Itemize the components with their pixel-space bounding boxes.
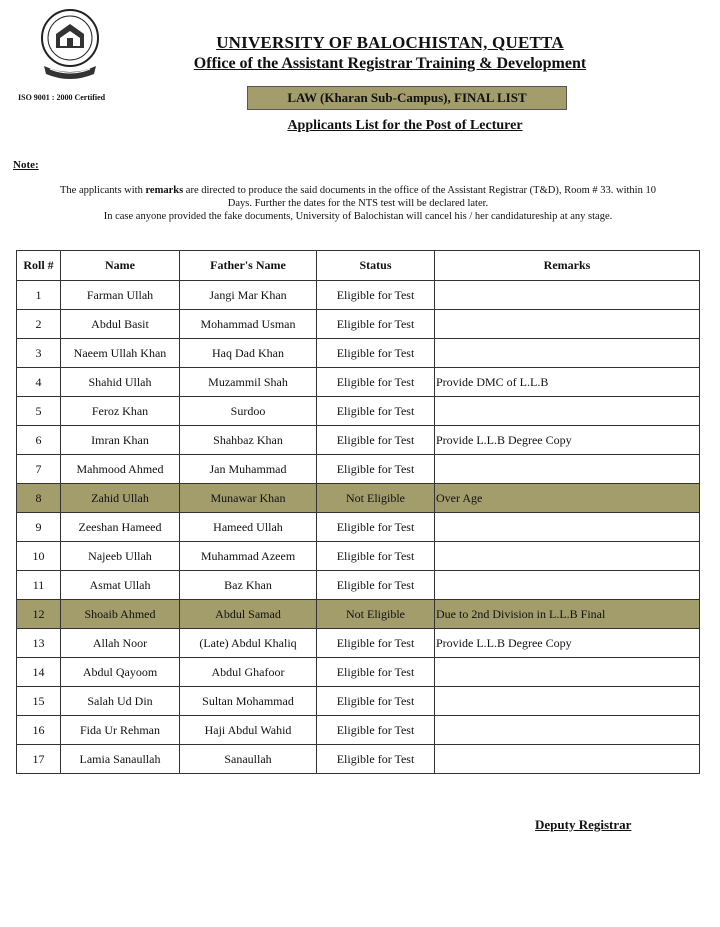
applicants-table <box>16 250 700 774</box>
cell-roll: 16 <box>17 716 61 745</box>
cell-roll: 13 <box>17 629 61 658</box>
cell-name: Fida Ur Rehman <box>61 716 180 745</box>
cell-name: Feroz Khan <box>61 397 180 426</box>
cell-status: Eligible for Test <box>317 687 435 716</box>
cell-name: Shoaib Ahmed <box>61 600 180 629</box>
table-row <box>17 687 700 716</box>
table-body <box>17 281 700 774</box>
table-row <box>17 368 700 397</box>
cell-remarks <box>435 281 700 310</box>
cell-father: Abdul Ghafoor <box>180 658 317 687</box>
table-row <box>17 658 700 687</box>
header-roll: Roll # <box>17 251 61 281</box>
cell-roll: 6 <box>17 426 61 455</box>
table-row <box>17 339 700 368</box>
header-remarks: Remarks <box>435 251 700 281</box>
cell-name: Abdul Qayoom <box>61 658 180 687</box>
cell-status: Eligible for Test <box>317 397 435 426</box>
cell-roll: 8 <box>17 484 61 513</box>
table-row <box>17 542 700 571</box>
cell-father: Jan Muhammad <box>180 455 317 484</box>
signature-deputy-registrar: Deputy Registrar <box>535 817 632 832</box>
cell-remarks: Provide DMC of L.L.B <box>435 368 700 397</box>
cell-name: Imran Khan <box>61 426 180 455</box>
table-row <box>17 397 700 426</box>
cell-remarks <box>435 513 700 542</box>
cell-name: Lamia Sanaullah <box>61 745 180 774</box>
cell-roll: 5 <box>17 397 61 426</box>
cell-name: Shahid Ullah <box>61 368 180 397</box>
cell-status: Eligible for Test <box>317 310 435 339</box>
header-status: Status <box>317 251 435 281</box>
cell-status: Eligible for Test <box>317 513 435 542</box>
table-row <box>17 745 700 774</box>
table-header-row <box>17 251 700 281</box>
cell-remarks: Due to 2nd Division in L.L.B Final <box>435 600 700 629</box>
cell-father: Baz Khan <box>180 571 317 600</box>
cell-name: Zahid Ullah <box>61 484 180 513</box>
university-logo-icon <box>38 8 102 84</box>
cell-roll: 9 <box>17 513 61 542</box>
cell-name: Asmat Ullah <box>61 571 180 600</box>
cell-name: Farman Ullah <box>61 281 180 310</box>
cell-father: Haji Abdul Wahid <box>180 716 317 745</box>
cell-roll: 12 <box>17 600 61 629</box>
cell-status: Eligible for Test <box>317 745 435 774</box>
cell-remarks <box>435 658 700 687</box>
cell-remarks <box>435 397 700 426</box>
table-row <box>17 484 700 513</box>
table-row <box>17 310 700 339</box>
cell-name: Allah Noor <box>61 629 180 658</box>
cell-remarks: Over Age <box>435 484 700 513</box>
cell-status: Eligible for Test <box>317 571 435 600</box>
cell-name: Abdul Basit <box>61 310 180 339</box>
cell-status: Eligible for Test <box>317 542 435 571</box>
office-title: Office of the Assistant Registrar Training & Development <box>193 55 587 72</box>
cell-roll: 7 <box>17 455 61 484</box>
table-row <box>17 629 700 658</box>
cell-status: Eligible for Test <box>317 281 435 310</box>
cell-roll: 14 <box>17 658 61 687</box>
cell-remarks <box>435 745 700 774</box>
note-line-3: In case anyone provided the fake documents, University of Balochistan will cancel his / her candidatureship at any stage. <box>103 211 613 222</box>
cell-status: Eligible for Test <box>317 426 435 455</box>
note-line-1 <box>18 184 698 197</box>
cell-father: Munawar Khan <box>180 484 317 513</box>
cell-father: Haq Dad Khan <box>180 339 317 368</box>
cell-name: Naeem Ullah Khan <box>61 339 180 368</box>
cell-roll: 3 <box>17 339 61 368</box>
cell-status: Not Eligible <box>317 484 435 513</box>
note-line-2: Days. Further the dates for the NTS test will be declared later. <box>227 198 489 209</box>
header-father: Father's Name <box>180 251 317 281</box>
cell-remarks <box>435 716 700 745</box>
cell-father: Shahbaz Khan <box>180 426 317 455</box>
cell-father: Muhammad Azeem <box>180 542 317 571</box>
cell-name: Zeeshan Hameed <box>61 513 180 542</box>
cell-remarks <box>435 339 700 368</box>
cell-father: Hameed Ullah <box>180 513 317 542</box>
note-line-1-bold: remarks <box>145 185 184 196</box>
cell-remarks <box>435 310 700 339</box>
cell-father: Surdoo <box>180 397 317 426</box>
cell-roll: 4 <box>17 368 61 397</box>
cell-remarks <box>435 571 700 600</box>
table-row <box>17 513 700 542</box>
cell-roll: 1 <box>17 281 61 310</box>
table-row <box>17 571 700 600</box>
note-line-1-pre: The applicants with <box>60 185 146 196</box>
cell-roll: 10 <box>17 542 61 571</box>
cell-name: Najeeb Ullah <box>61 542 180 571</box>
table-row <box>17 716 700 745</box>
cell-father: Jangi Mar Khan <box>180 281 317 310</box>
cell-father: Mohammad Usman <box>180 310 317 339</box>
cell-remarks: Provide L.L.B Degree Copy <box>435 426 700 455</box>
note-line-1-post: are directed to produce the said documents in the office of the Assistant Registrar (T&D), Room # 33. within 10 <box>183 185 656 196</box>
cell-status: Eligible for Test <box>317 658 435 687</box>
cell-roll: 2 <box>17 310 61 339</box>
campus-list-banner: LAW (Kharan Sub-Campus), FINAL LIST <box>247 86 567 110</box>
cell-remarks <box>435 542 700 571</box>
cell-remarks: Provide L.L.B Degree Copy <box>435 629 700 658</box>
note-label: Note: <box>13 159 39 171</box>
table-row <box>17 455 700 484</box>
cell-father: (Late) Abdul Khaliq <box>180 629 317 658</box>
cell-status: Eligible for Test <box>317 339 435 368</box>
list-subtitle: Applicants List for the Post of Lecturer <box>287 118 523 133</box>
cell-father: Abdul Samad <box>180 600 317 629</box>
cell-father: Sanaullah <box>180 745 317 774</box>
university-title: UNIVERSITY OF BALOCHISTAN, QUETTA <box>216 33 564 52</box>
cell-remarks <box>435 687 700 716</box>
cell-status: Eligible for Test <box>317 716 435 745</box>
cell-remarks <box>435 455 700 484</box>
table-row <box>17 281 700 310</box>
cell-status: Eligible for Test <box>317 629 435 658</box>
iso-certification: ISO 9001 : 2000 Certified <box>18 93 106 102</box>
cell-roll: 17 <box>17 745 61 774</box>
cell-roll: 15 <box>17 687 61 716</box>
table-row <box>17 600 700 629</box>
cell-status: Not Eligible <box>317 600 435 629</box>
cell-father: Sultan Mohammad <box>180 687 317 716</box>
cell-status: Eligible for Test <box>317 455 435 484</box>
cell-status: Eligible for Test <box>317 368 435 397</box>
cell-father: Muzammil Shah <box>180 368 317 397</box>
note-text <box>18 184 698 223</box>
cell-name: Mahmood Ahmed <box>61 455 180 484</box>
cell-roll: 11 <box>17 571 61 600</box>
cell-name: Salah Ud Din <box>61 687 180 716</box>
table-row <box>17 426 700 455</box>
header-name: Name <box>61 251 180 281</box>
